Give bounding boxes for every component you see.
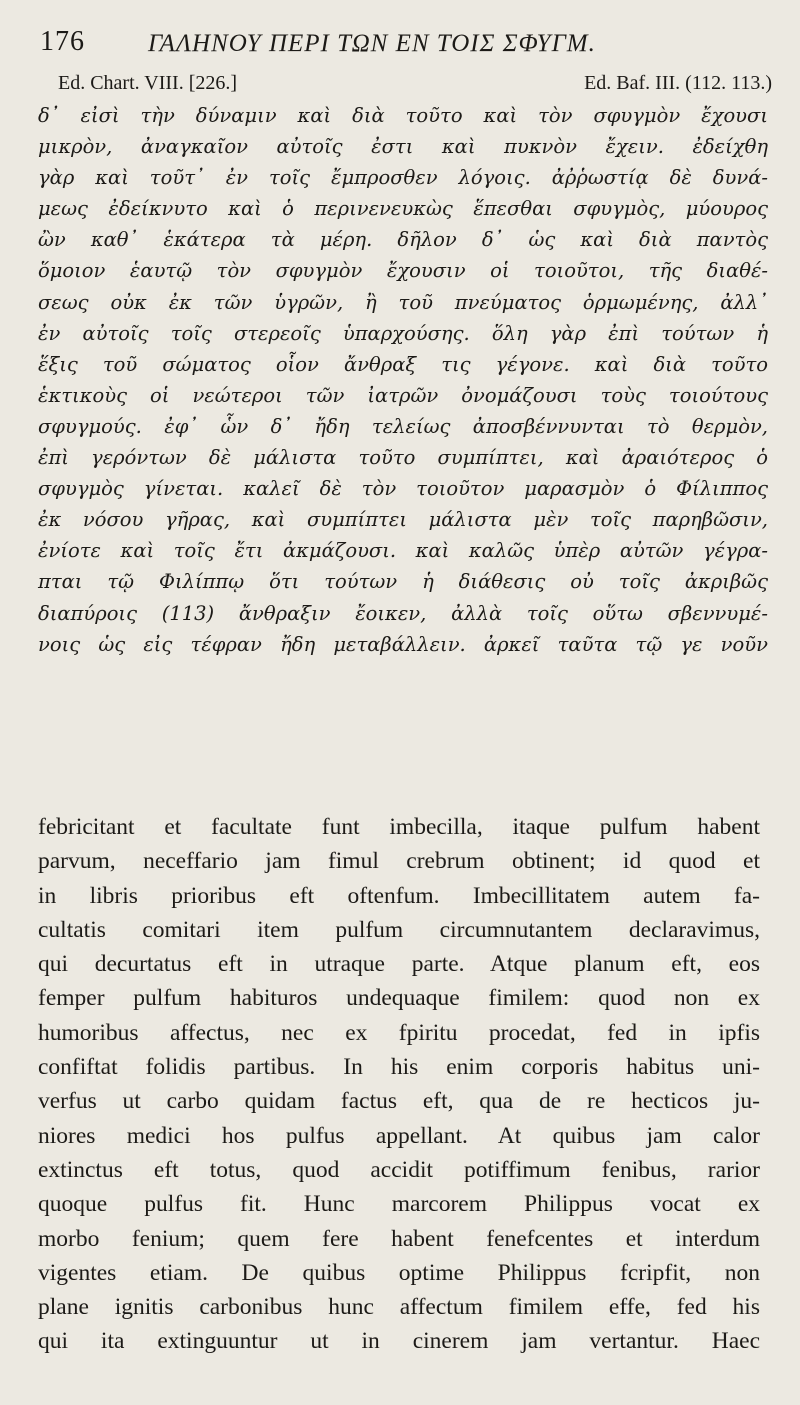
latin-text-line: vigentes etiam. De quibus optime Philippus fcripfit, non: [38, 1259, 760, 1286]
greek-text-line: ἐπὶ γερόντων δὲ μάλιστα τοῦτο συμπίπτει, καὶ ἀραιότερος ὁ: [38, 446, 768, 470]
latin-text-line: quoque pulfus fit. Hunc marcorem Philippus vocat ex: [38, 1191, 760, 1218]
greek-text-line: ἐν αὐτοῖς τοῖς στερεοῖς ὑπαρχούσης. ὅλη γὰρ ἐπὶ τούτων ἡ: [38, 321, 768, 345]
greek-text-line: σεως οὐκ ἐκ τῶν ὑγρῶν, ἢ τοῦ πνεύματος ὁρμωμένης, ἀλλ᾽: [38, 290, 768, 314]
latin-text-line: cultatis comitari item pulfum circumnutantem declaravimus,: [38, 916, 760, 943]
greek-text-line: νοις ὡς εἰς τέφραν ἤδη μεταβάλλειν. ἀρκεῖ ταῦτα τῷ γε νοῦν: [38, 632, 768, 656]
latin-text-line: in libris prioribus eft oftenfum. Imbecillitatem autem fa-: [38, 882, 760, 909]
page-number: 176: [40, 26, 85, 57]
latin-text-line: morbo fenium; quem fere habent fenefcentes et interdum: [38, 1225, 760, 1252]
greek-text-line: πται τῷ Φιλίππῳ ὅτι τούτων ἡ διάθεσις οὐ τοῖς ἀκριβῶς: [38, 570, 768, 594]
greek-text-line: μεως ἐδείκνυτο καὶ ὁ περινενευκὼς ἕπεσθαι σφυγμὸς, μύουρος: [38, 197, 768, 221]
latin-text-line: femper pulfum habituros undequaque fimilem: quod non ex: [38, 985, 760, 1012]
greek-text-line: γὰρ καὶ τοῦτ᾽ ἐν τοῖς ἔμπροσθεν λόγοις. ἀῤῥωστίᾳ δὲ δυνά-: [38, 166, 768, 190]
greek-text-line: ἐκ νόσου γῆρας, καὶ συμπίπτει μάλιστα μὲν τοῖς παρηβῶσιν,: [38, 508, 768, 532]
latin-text-block: [38, 810, 760, 1359]
latin-text-line: qui decurtatus eft in utraque parte. Atque planum eft, eos: [38, 951, 760, 978]
latin-text-line: febricitant et facultate funt imbecilla, itaque pulfum habent: [38, 814, 760, 840]
edition-reference-line: [58, 72, 772, 95]
edition-left: Ed. Chart. VIII. [226.]: [58, 72, 238, 94]
running-title: ΓΑΛΗΝΟΥ ΠΕΡΙ ΤΩΝ ΕΝ ΤΟΙΣ ΣΦΥΓΜ.: [148, 30, 596, 57]
greek-text-block: [38, 100, 768, 660]
greek-text-line: διαπύροις (113) ἄνθραξιν ἔοικεν, ἀλλὰ τοῖς οὕτω σβεννυμέ-: [38, 601, 768, 625]
greek-text-line: δ᾽ εἰσὶ τὴν δύναμιν καὶ διὰ τοῦτο καὶ τὸν σφυγμὸν ἔχουσι: [38, 104, 768, 127]
greek-text-line: ἐνίοτε καὶ τοῖς ἔτι ἀκμάζουσι. καὶ καλῶς ὑπὲρ αὐτῶν γέγρα-: [38, 539, 768, 563]
greek-text-line: ὢν καθ᾽ ἑκάτερα τὰ μέρη. δῆλον δ᾽ ὡς καὶ διὰ παντὸς: [38, 228, 768, 252]
greek-text-line: σφυγμὸς γίνεται. καλεῖ δὲ τὸν τοιοῦτον μαρασμὸν ὁ Φίλιππος: [38, 477, 768, 501]
latin-text-line: parvum, neceffario jam fimul crebrum obtinent; id quod et: [38, 848, 760, 875]
latin-text-line: qui ita extinguuntur ut in cinerem jam vertantur. Haec: [38, 1328, 760, 1355]
greek-text-line: μικρὸν, ἀναγκαῖον αὐτοῖς ἐστι καὶ πυκνὸν ἔχειν. ἐδείχθη: [38, 135, 768, 159]
greek-text-line: ἑκτικοὺς οἱ νεώτεροι τῶν ἰατρῶν ὀνομάζουσι τοὺς τοιούτους: [38, 383, 768, 407]
greek-text-line: σφυγμούς. ἐφ᾽ ὧν δ᾽ ἤδη τελείως ἀποσβέννυνται τὸ θερμὸν,: [38, 414, 768, 438]
latin-text-line: confiftat folidis partibus. In his enim corporis habitus uni-: [38, 1054, 760, 1081]
latin-text-line: extinctus eft totus, quod accidit potiffimum fenibus, rarior: [38, 1156, 760, 1183]
latin-text-line: plane ignitis carbonibus hunc affectum fimilem effe, fed his: [38, 1294, 760, 1321]
latin-text-line: humoribus affectus, nec ex fpiritu procedat, fed in ipfis: [38, 1019, 760, 1046]
greek-text-line: ἕξις τοῦ σώματος οἷον ἄνθραξ τις γέγονε. καὶ διὰ τοῦτο: [38, 352, 768, 376]
latin-text-line: niores medici hos pulfus appellant. At quibus jam calor: [38, 1122, 760, 1149]
latin-text-line: verfus ut carbo quidam factus eft, qua de re hecticos ju-: [38, 1088, 760, 1115]
greek-text-line: ὅμοιον ἑαυτῷ τὸν σφυγμὸν ἔχουσιν οἱ τοιοῦτοι, τῆς διαθέ-: [38, 259, 768, 283]
edition-right: Ed. Baf. III. (112. 113.): [584, 72, 772, 94]
